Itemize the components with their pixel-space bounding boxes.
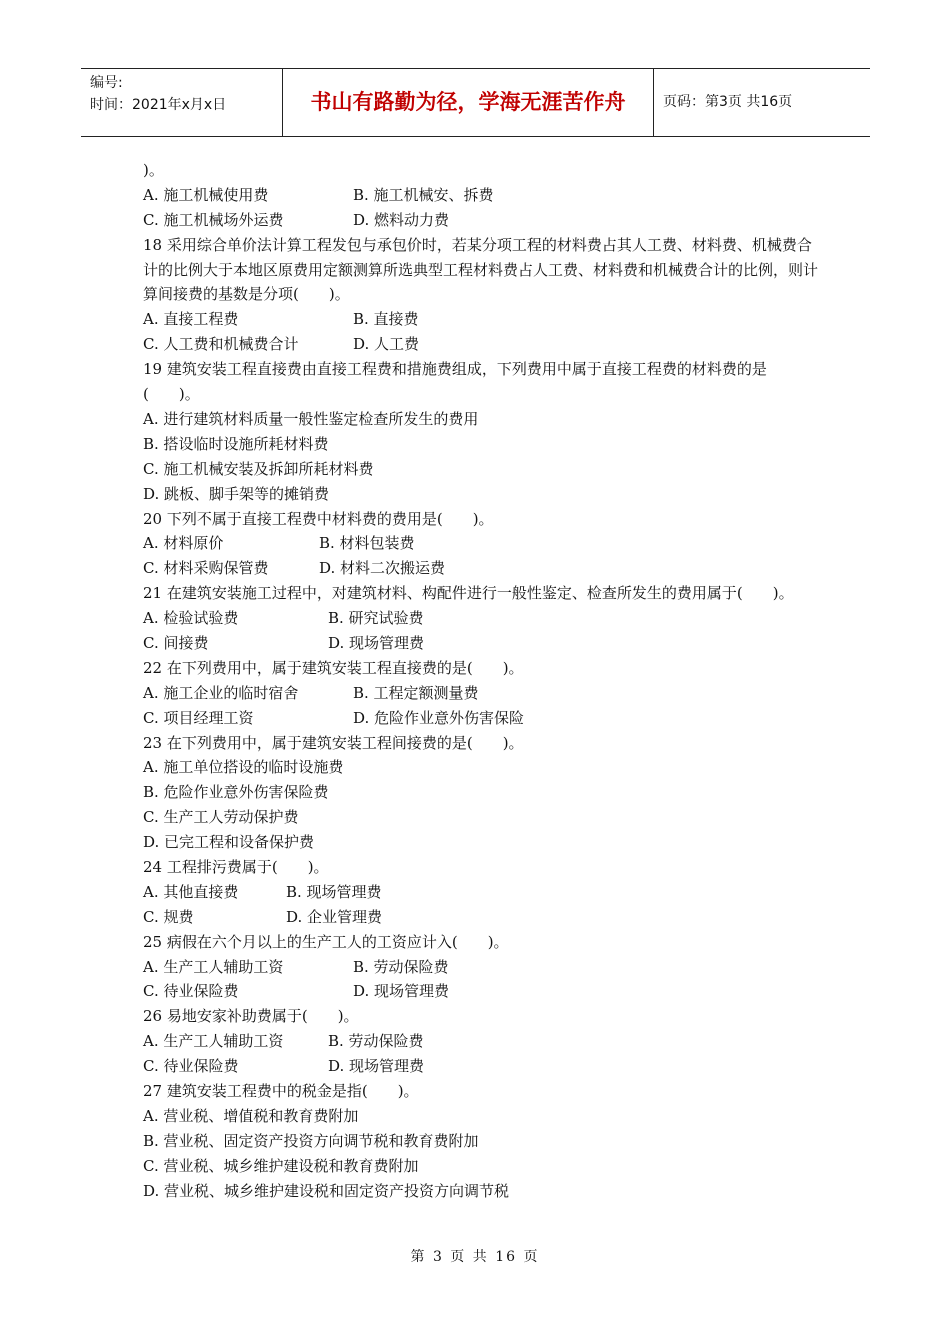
text-line: 20 下列不属于直接工程费中材料费的费用是( )。 xyxy=(143,509,494,528)
text-line: B. 搭设临时设施所耗材料费 xyxy=(143,434,329,453)
header-info xyxy=(81,69,282,136)
option-row xyxy=(143,681,823,706)
option-text: B. 施工机械安、拆费 xyxy=(353,185,494,204)
option-text: A. 施工企业的临时宿舍 xyxy=(143,683,299,702)
option-text: C. 施工机械场外运费 xyxy=(143,210,284,229)
question-text: 18 采用综合单价法计算工程发包与承包价时，若某分项工程的材料费占其人工费、材料费、机械费合计的比例大于本地区原费用定额测算所选典型工程材料费占人工费、材料费和机械费合计的比例，则计算间接费的基数是分项( )。 xyxy=(143,235,819,304)
option-row xyxy=(143,307,823,332)
option-row xyxy=(143,531,823,556)
option-text: B. 劳动保险费 xyxy=(328,1032,424,1051)
option-row xyxy=(143,905,823,930)
option-row xyxy=(143,880,823,905)
option-text: C. 待业保险费 xyxy=(143,982,239,1001)
text-line: 23 在下列费用中，属于建筑安装工程间接费的是( )。 xyxy=(143,733,524,752)
option-text: C. 待业保险费 xyxy=(143,1057,239,1076)
option-text: D. 现场管理费 xyxy=(328,634,425,653)
option-text: A. 施工机械使用费 xyxy=(143,185,269,204)
text-line: 26 易地安家补助费属于( )。 xyxy=(143,1007,359,1026)
option-row xyxy=(143,706,823,731)
text-line: 27 建筑安装工程费中的税金是指( )。 xyxy=(143,1082,419,1101)
option-text: A. 直接工程费 xyxy=(143,310,239,329)
option-text: C. 项目经理工资 xyxy=(143,708,254,727)
option-text: D. 危险作业意外伤害保险 xyxy=(353,708,525,727)
option-text: B. 材料包装费 xyxy=(319,534,415,553)
text-line: D. 跳板、脚手架等的摊销费 xyxy=(143,484,330,503)
option-text: B. 研究试验费 xyxy=(328,609,424,628)
option-row xyxy=(143,183,823,208)
text-line: A. 营业税、增值税和教育费附加 xyxy=(143,1106,359,1125)
header-page-number: 页码：第3页 共16页 xyxy=(663,94,793,110)
text-line: 22 在下列费用中，属于建筑安装工程直接费的是( )。 xyxy=(143,658,524,677)
text-line: 25 病假在六个月以上的生产工人的工资应计入( )。 xyxy=(143,932,509,951)
option-text: D. 材料二次搬运费 xyxy=(319,559,446,578)
option-text: D. 燃料动力费 xyxy=(353,210,450,229)
option-text: A. 生产工人辅助工资 xyxy=(143,1032,284,1051)
text-line: C. 施工机械安装及拆卸所耗材料费 xyxy=(143,459,374,478)
text-line: D. 营业税、城乡维护建设税和固定资产投资方向调节税 xyxy=(143,1181,510,1200)
option-row xyxy=(143,1029,823,1054)
option-row xyxy=(143,631,823,656)
option-row xyxy=(143,955,823,980)
text-line: A. 进行建筑材料质量一般性鉴定检查所发生的费用 xyxy=(143,409,479,428)
header-motto: 书山有路勤为径，学海无涯苦作舟 xyxy=(282,69,654,136)
option-text: D. 企业管理费 xyxy=(286,907,383,926)
text-line: A. 施工单位搭设的临时设施费 xyxy=(143,758,344,777)
option-text: B. 工程定额测量费 xyxy=(353,683,479,702)
option-row xyxy=(143,556,823,581)
text-line: )。 xyxy=(143,161,164,179)
option-text: C. 规费 xyxy=(143,907,194,926)
text-line: C. 营业税、城乡维护建设税和教育费附加 xyxy=(143,1156,419,1175)
option-text: B. 现场管理费 xyxy=(286,882,382,901)
page-header xyxy=(81,68,870,137)
option-row xyxy=(143,208,823,233)
option-row xyxy=(143,332,823,357)
option-text: D. 现场管理费 xyxy=(328,1057,425,1076)
text-line: C. 生产工人劳动保护费 xyxy=(143,808,299,827)
option-text: D. 现场管理费 xyxy=(353,982,450,1001)
option-text: C. 人工费和机械费合计 xyxy=(143,335,299,354)
document-number-label: 编号: xyxy=(90,75,123,91)
option-text: A. 检验试验费 xyxy=(143,609,239,628)
option-text: D. 人工费 xyxy=(353,335,420,354)
option-row xyxy=(143,606,823,631)
option-text: A. 材料原价 xyxy=(143,534,224,553)
option-text: B. 直接费 xyxy=(353,310,419,329)
text-line: B. 营业税、固定资产投资方向调节税和教育费附加 xyxy=(143,1131,479,1150)
option-row xyxy=(143,1054,823,1079)
option-text: A. 生产工人辅助工资 xyxy=(143,957,284,976)
question-text: 19 建筑安装工程直接费由直接工程费和措施费组成，下列费用中属于直接工程费的材料费的是( )。 xyxy=(143,360,767,404)
option-text: C. 间接费 xyxy=(143,634,209,653)
question-content xyxy=(143,158,823,1204)
text-line: B. 危险作业意外伤害保险费 xyxy=(143,783,329,802)
date-label: 时间：2021年x月x日 xyxy=(90,97,227,113)
option-text: A. 其他直接费 xyxy=(143,882,239,901)
option-text: C. 材料采购保管费 xyxy=(143,559,269,578)
text-line: D. 已完工程和设备保护费 xyxy=(143,833,315,852)
text-line: 24 工程排污费属于( )。 xyxy=(143,858,329,877)
page-footer: 第 3 页 共 16 页 xyxy=(410,1249,540,1265)
option-text: B. 劳动保险费 xyxy=(353,957,449,976)
option-row xyxy=(143,979,823,1004)
question-text: 21 在建筑安装施工过程中，对建筑材料、构配件进行一般性鉴定、检查所发生的费用属于( )。 xyxy=(143,584,794,603)
